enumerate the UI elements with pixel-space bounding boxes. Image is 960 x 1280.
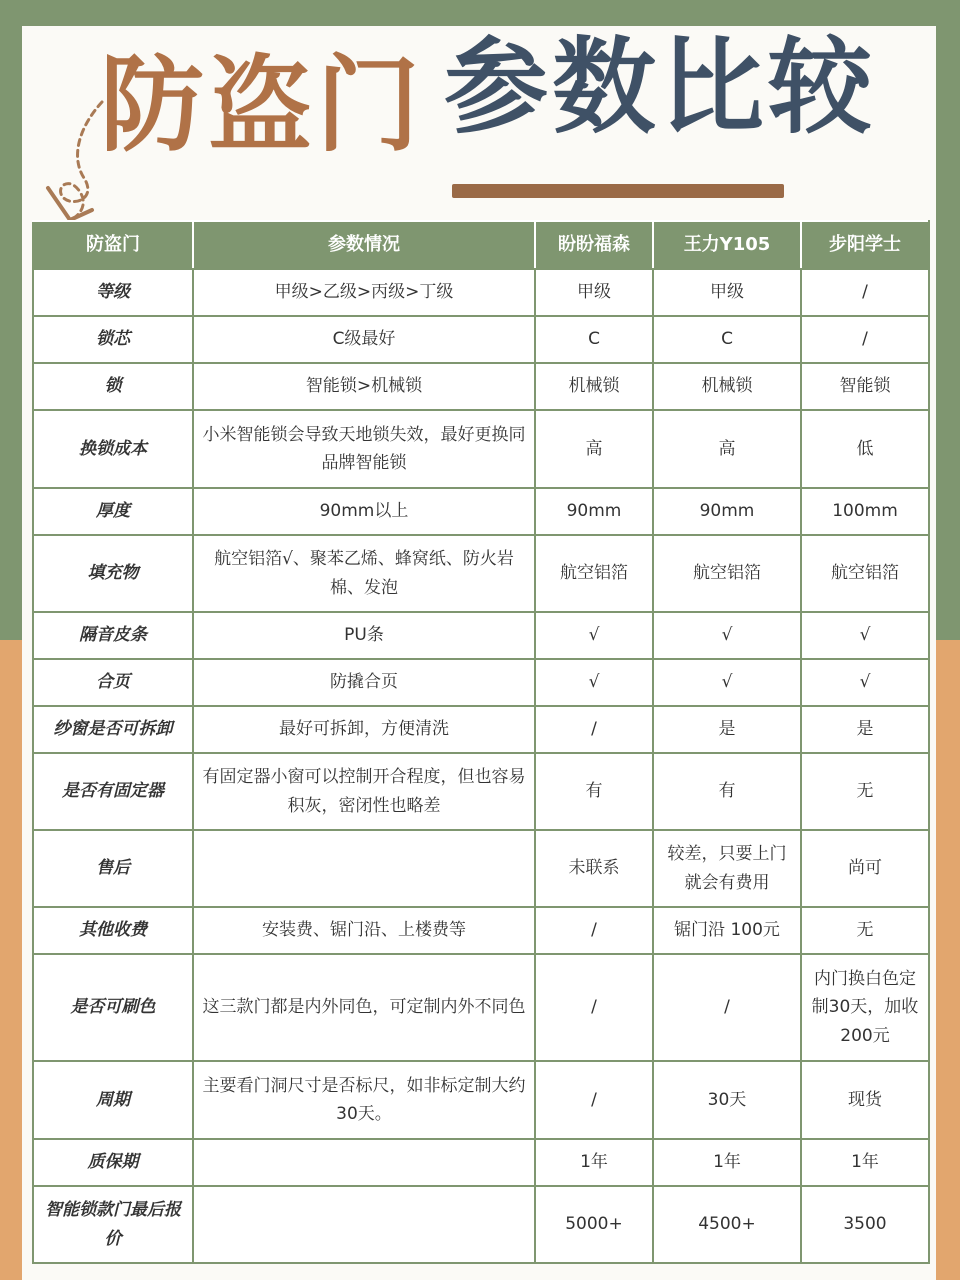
table-row <box>33 410 929 488</box>
cell-panpan: 机械锁 <box>535 363 653 410</box>
cell-buyang: 智能锁 <box>801 363 929 410</box>
row-desc: C级最好 <box>193 316 535 363</box>
row-label: 换锁成本 <box>33 410 193 488</box>
table-header-row <box>33 221 929 269</box>
table-row <box>33 954 929 1061</box>
cell-wangli: 是 <box>653 706 801 753</box>
row-desc: 航空铝箔√、聚苯乙烯、蜂窝纸、防火岩棉、发泡 <box>193 535 535 612</box>
row-label: 锁 <box>33 363 193 410</box>
cell-panpan: 甲级 <box>535 269 653 316</box>
cell-wangli: 有 <box>653 753 801 830</box>
row-label: 售后 <box>33 830 193 907</box>
row-desc: PU条 <box>193 612 535 659</box>
row-label: 是否可刷色 <box>33 954 193 1061</box>
cell-panpan: 1年 <box>535 1139 653 1186</box>
cell-wangli: / <box>653 954 801 1061</box>
table-row <box>33 269 929 316</box>
cell-buyang: 无 <box>801 753 929 830</box>
cell-panpan: / <box>535 954 653 1061</box>
arrow-icon <box>40 96 120 226</box>
row-label: 厚度 <box>33 488 193 535</box>
row-desc: 有固定器小窗可以控制开合程度，但也容易积灰，密闭性也略差 <box>193 753 535 830</box>
header-cell: 王力Y105 <box>653 221 801 269</box>
cell-buyang: 内门换白色定制30天，加收200元 <box>801 954 929 1061</box>
table-row <box>33 316 929 363</box>
cell-panpan: 90mm <box>535 488 653 535</box>
cell-buyang: 航空铝箔 <box>801 535 929 612</box>
cell-panpan: C <box>535 316 653 363</box>
row-desc: 小米智能锁会导致天地锁失效，最好更换同品牌智能锁 <box>193 410 535 488</box>
cell-wangli: 高 <box>653 410 801 488</box>
cell-panpan: 5000+ <box>535 1186 653 1263</box>
cell-buyang: 低 <box>801 410 929 488</box>
title-underline <box>452 184 784 198</box>
cell-wangli: 4500+ <box>653 1186 801 1263</box>
row-desc: 主要看门洞尺寸是否标尺，如非标定制大约30天。 <box>193 1061 535 1139</box>
cell-wangli: 机械锁 <box>653 363 801 410</box>
cell-buyang: 100mm <box>801 488 929 535</box>
row-desc <box>193 830 535 907</box>
table-row <box>33 706 929 753</box>
table-row <box>33 363 929 410</box>
row-desc: 这三款门都是内外同色，可定制内外不同色 <box>193 954 535 1061</box>
row-label: 纱窗是否可拆卸 <box>33 706 193 753</box>
cell-wangli: 甲级 <box>653 269 801 316</box>
row-desc: 最好可拆卸，方便清洗 <box>193 706 535 753</box>
table-row <box>33 907 929 954</box>
row-label: 质保期 <box>33 1139 193 1186</box>
cell-buyang: 是 <box>801 706 929 753</box>
row-label: 填充物 <box>33 535 193 612</box>
title-part1: 防盗门 <box>100 44 425 166</box>
cell-buyang: / <box>801 269 929 316</box>
table-row <box>33 830 929 907</box>
cell-panpan: 航空铝箔 <box>535 535 653 612</box>
cell-buyang: 3500 <box>801 1186 929 1263</box>
cell-panpan: / <box>535 907 653 954</box>
row-label: 周期 <box>33 1061 193 1139</box>
cell-wangli: √ <box>653 612 801 659</box>
cell-wangli: 90mm <box>653 488 801 535</box>
cell-buyang: 1年 <box>801 1139 929 1186</box>
cell-wangli: 30天 <box>653 1061 801 1139</box>
cell-wangli: √ <box>653 659 801 706</box>
row-desc: 智能锁>机械锁 <box>193 363 535 410</box>
row-desc <box>193 1139 535 1186</box>
table-row <box>33 753 929 830</box>
header-cell: 步阳学士 <box>801 221 929 269</box>
cell-panpan: / <box>535 706 653 753</box>
table-row <box>33 1061 929 1139</box>
row-label: 等级 <box>33 269 193 316</box>
cell-buyang: √ <box>801 612 929 659</box>
title-part2: 参数比较 <box>444 26 877 148</box>
table-row <box>33 1186 929 1263</box>
table-row <box>33 535 929 612</box>
row-desc: 安装费、锯门沿、上楼费等 <box>193 907 535 954</box>
table-row <box>33 1139 929 1186</box>
cell-panpan: / <box>535 1061 653 1139</box>
row-label: 隔音皮条 <box>33 612 193 659</box>
row-desc <box>193 1186 535 1263</box>
row-label: 其他收费 <box>33 907 193 954</box>
cell-panpan: 有 <box>535 753 653 830</box>
row-desc: 甲级>乙级>丙级>丁级 <box>193 269 535 316</box>
cell-buyang: 尚可 <box>801 830 929 907</box>
table-row <box>33 488 929 535</box>
cell-wangli: 锯门沿 100元 <box>653 907 801 954</box>
cell-buyang: 无 <box>801 907 929 954</box>
cell-panpan: 高 <box>535 410 653 488</box>
header-cell: 盼盼福森 <box>535 221 653 269</box>
cell-buyang: 现货 <box>801 1061 929 1139</box>
cell-wangli: 航空铝箔 <box>653 535 801 612</box>
cell-wangli: 1年 <box>653 1139 801 1186</box>
cell-wangli: C <box>653 316 801 363</box>
cell-buyang: √ <box>801 659 929 706</box>
row-label: 锁芯 <box>33 316 193 363</box>
cell-panpan: 未联系 <box>535 830 653 907</box>
cell-panpan: √ <box>535 612 653 659</box>
row-desc: 防撬合页 <box>193 659 535 706</box>
table-row <box>33 612 929 659</box>
header-cell: 参数情况 <box>193 221 535 269</box>
row-label: 智能锁款门最后报价 <box>33 1186 193 1263</box>
cell-wangli: 较差，只要上门就会有费用 <box>653 830 801 907</box>
row-label: 是否有固定器 <box>33 753 193 830</box>
row-desc: 90mm以上 <box>193 488 535 535</box>
header-cell: 防盗门 <box>33 221 193 269</box>
row-label: 合页 <box>33 659 193 706</box>
cell-buyang: / <box>801 316 929 363</box>
cell-panpan: √ <box>535 659 653 706</box>
table-row <box>33 659 929 706</box>
comparison-table <box>32 220 930 1264</box>
